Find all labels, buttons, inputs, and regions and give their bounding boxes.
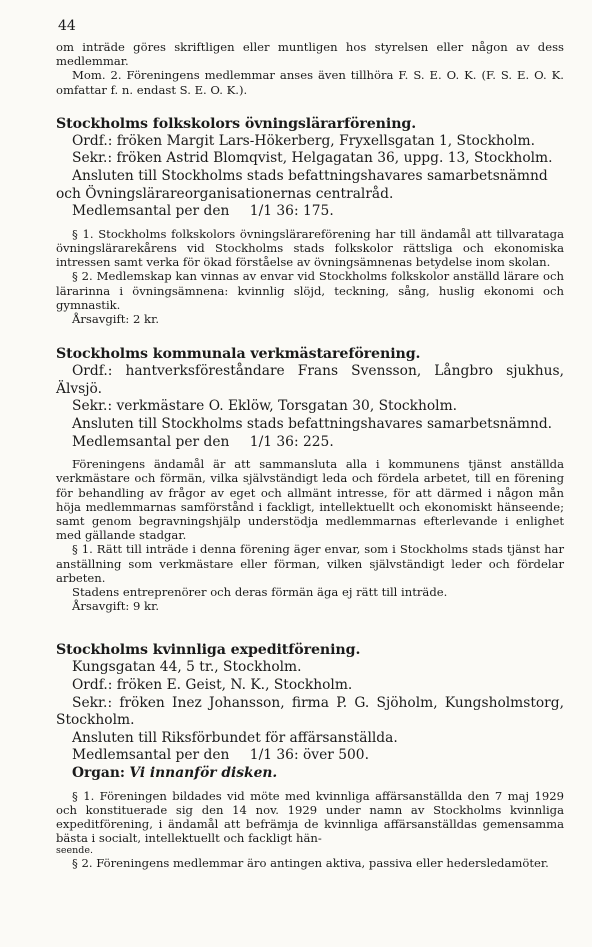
paragraph-2: § 2. Medlemskap kan vinnas av envar vid Stockholms folkskolor anställd lärare och lärarinna i övningsämnena: kvinnlig slöjd, teckning, sång, huslig ekonomi och gymnastik. (56, 269, 564, 312)
ordf-line: Ordf.: fröken Margit Lars-Hökerberg, Fryxellsgatan 1, Stockholm. (72, 132, 536, 149)
paragraph-3: Stadens entreprenörer och deras förmän äga ej rätt till inträde. (72, 585, 448, 599)
medlemsantal-label: Medlemsantal per den (72, 747, 230, 764)
intro-mom2: Mom. 2. Föreningens medlemmar anses även tillhöra F. S. E. O. K. (F. S. E. O. K. omfattar f. n. endast S. E. O. K.). (56, 68, 564, 97)
section-heading: Stockholms folkskolors övningslärarförening. (56, 115, 417, 132)
sekr-line: Sekr.: fröken Astrid Blomqvist, Helgagatan 36, uppg. 13, Stockholm. (72, 150, 553, 167)
medlemsantal-line (56, 747, 564, 765)
address-line: Kungsgatan 44, 5 tr., Stockholm. (72, 659, 302, 676)
ansluten-line: Ansluten till Stockholms stads befattningshavares samarbetsnämnd. (72, 415, 553, 432)
organ-line (56, 765, 564, 783)
date-fraction: 1/1 (249, 747, 273, 764)
paragraph-1: Föreningens ändamål är att sammansluta alla i kommunens tjänst anställda verkmästare och förmän, vilka självständigt leda och fördela arbetet, till en förening för behandling av frågor av eget och allmänt intresse, för att därmed i någon mån höja medlemmarnas samförstånd i fackligt, intellektuellt och ekonomiskt hänseende; samt genom begravningshjälp understödja medlemmarnas efterlevande i enlighet med gällande stadgar. (56, 457, 564, 543)
arsavgift: Årsavgift: 2 kr. (72, 312, 160, 326)
section-heading: Stockholms kvinnliga expeditförening. (56, 642, 361, 659)
section-verkmastare (56, 345, 564, 613)
intro-line: om inträde göres skriftligen eller muntligen hos styrelsen eller någon av dess medlemmar. (56, 40, 564, 69)
paragraph-1: § 1. Stockholms folkskolors övningslärareförening har till ändamål att tillvarataga övningslärarekårens vid Stockholms stads folkskolor rättsliga och ekonomiska intressen samt verka för ökad förståelse av övningsämnenas betydelse inom skolan. (56, 226, 564, 270)
ansluten-line: Ansluten till Stockholms stads befattningshavares samarbetsnämnd och Övningslärareorganisationernas centralråd. (56, 168, 548, 202)
date-fraction: 1/1 (249, 433, 273, 450)
ansluten-line: Ansluten till Riksförbundet för affärsanställda. (72, 729, 398, 746)
ordf-line: Ordf.: hantverksföreståndare Frans Svensson, Långbro sjukhus, Älvsjö. (56, 363, 564, 397)
medlemsantal-label: Medlemsantal per den (72, 433, 230, 450)
organ-label: Organ: (72, 764, 125, 781)
medlemsantal-value: 36: över 500. (276, 747, 369, 764)
section-heading: Stockholms kommunala verkmästareförening. (56, 346, 421, 363)
paragraph-1-end: seende. (56, 845, 93, 857)
organ-value: Vi innanför disken. (129, 764, 278, 781)
intro-block (56, 40, 564, 97)
paragraph-2: § 2. Föreningens medlemmar äro antingen aktiva, passiva eller hedersledamöter. (72, 856, 549, 871)
sekr-line: Sekr.: fröken Inez Johansson, firma P. G. Sjöholm, Kungsholmstorg, Stockholm. (56, 694, 564, 729)
section-folkskolor (56, 115, 564, 326)
date-fraction: 1/1 (249, 203, 273, 220)
paragraph-2: § 1. Rätt till inträde i denna förening äger envar, som i Stockholms stads tjänst har anställning som verkmästare eller förman, vilken självständigt leder och fördelar arbeten. (56, 542, 564, 585)
medlemsantal-value: 36: 225. (276, 433, 334, 450)
page-number: 44 (58, 18, 76, 34)
medlemsantal-value: 36: 175. (276, 203, 334, 220)
medlemsantal-label: Medlemsantal per den (72, 203, 230, 220)
paragraph-1: § 1. Föreningen bildades vid möte med kvinnliga affärsanställda den 7 maj 1929 och konstituerade sig den 14 nov. 1929 under namn av Stockholms kvinnliga expeditförening, i ändamål att befrämja de kvinnliga affärsanställdas gemensamma bästa i socialt, intellektuellt och fackligt hän- (56, 788, 564, 846)
ordf-line: Ordf.: fröken E. Geist, N. K., Stockholm. (72, 677, 353, 693)
medlemsantal-line (56, 203, 564, 221)
sekr-line: Sekr.: verkmästare O. Eklöw, Torsgatan 30, Stockholm. (72, 398, 458, 415)
section-expeditforening (56, 641, 564, 870)
medlemsantal-line (56, 434, 564, 452)
arsavgift: Årsavgift: 9 kr. (72, 599, 160, 614)
